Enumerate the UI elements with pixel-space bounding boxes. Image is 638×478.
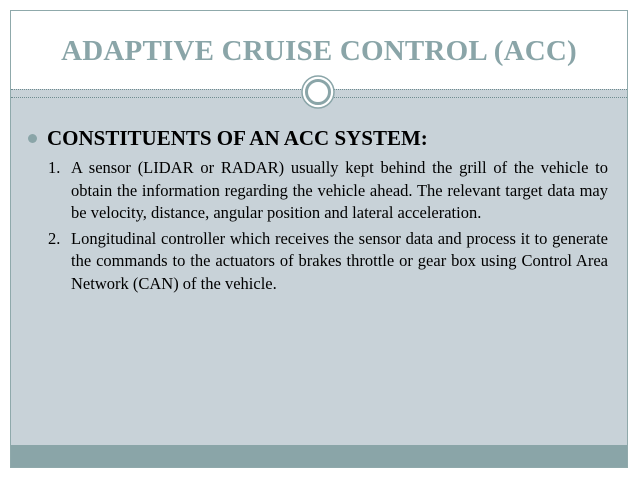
circle-ornament-icon — [301, 75, 335, 109]
slide-title: ADAPTIVE CRUISE CONTROL (ACC) — [61, 35, 577, 67]
list-item — [48, 228, 608, 296]
list-item-number: 2. — [48, 228, 61, 248]
footer-bar — [11, 445, 627, 467]
section-heading-text: CONSTITUENTS OF AN ACC SYSTEM: — [47, 126, 428, 150]
list-item-text: Longitudinal controller which receives the sensor data and process it to generate the commands to the actuators of brakes throttle or gear box using Control Area Network (CAN) of the vehicle. — [71, 228, 608, 293]
bullet-dot-icon — [28, 134, 37, 143]
list-item-number: 1. — [48, 158, 61, 177]
constituents-list — [48, 157, 608, 298]
list-item-text: A sensor (LIDAR or RADAR) usually kept behind the grill of the vehicle to obtain the information regarding the vehicle ahead. The relevant target data may be velocity, distance, angular position and lateral acceleration. — [71, 158, 608, 222]
section-heading — [28, 126, 428, 151]
list-item — [48, 157, 608, 225]
slide — [10, 10, 628, 468]
